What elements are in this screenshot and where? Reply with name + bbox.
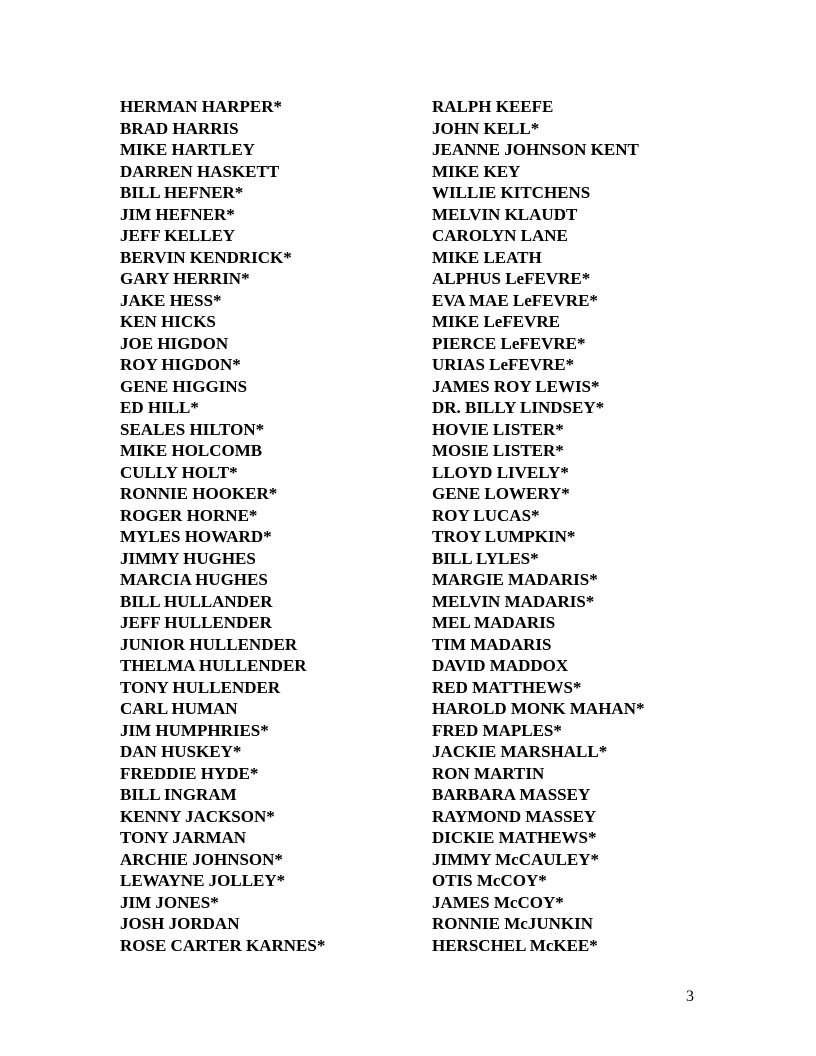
name-entry: MIKE HOLCOMB xyxy=(120,441,263,460)
name-entry: RONNIE McJUNKIN xyxy=(432,914,594,933)
name-entry: KEN HICKS xyxy=(120,312,216,331)
name-entry: BILL LYLES* xyxy=(432,548,539,568)
name-entry: SEALES HILTON* xyxy=(120,419,265,439)
name-entry: JAMES ROY LEWIS* xyxy=(432,376,600,396)
name-entry: FRED MAPLES* xyxy=(432,720,562,740)
name-entry: HERMAN HARPER* xyxy=(120,97,282,116)
name-entry: BILL HULLANDER xyxy=(120,591,273,611)
name-entry: CARL HUMAN xyxy=(120,699,238,718)
name-list-right-column xyxy=(432,96,644,956)
name-entry: TIM MADARIS xyxy=(432,634,552,654)
name-entry: KENNY JACKSON* xyxy=(120,806,275,826)
name-entry: CAROLYN LANE xyxy=(432,226,568,245)
name-entry: LLOYD LIVELY* xyxy=(432,462,569,482)
name-entry: DARREN HASKETT xyxy=(120,161,280,181)
name-entry: ARCHIE JOHNSON* xyxy=(120,849,283,869)
name-entry: CULLY HOLT* xyxy=(120,462,238,482)
name-entry: JOSH JORDAN xyxy=(120,914,240,933)
name-entry: PIERCE LeFEVRE* xyxy=(432,333,586,353)
name-entry: MIKE KEY xyxy=(432,161,521,181)
name-entry: JIMMY McCAULEY* xyxy=(432,849,599,869)
name-list-left-column xyxy=(120,96,325,956)
name-entry: LEWAYNE JOLLEY* xyxy=(120,871,286,890)
name-entry: MIKE LEATH xyxy=(432,247,542,267)
name-entry: ROY HIGDON* xyxy=(120,355,241,374)
name-entry: JAMES McCOY* xyxy=(432,892,564,912)
name-entry: JOE HIGDON xyxy=(120,333,229,353)
name-entry: ED HILL* xyxy=(120,398,199,417)
name-entry: JACKIE MARSHALL* xyxy=(432,742,608,761)
name-entry: RALPH KEEFE xyxy=(432,97,554,116)
name-entry: MIKE LeFEVRE xyxy=(432,312,560,331)
name-entry: DAVID MADDOX xyxy=(432,656,569,675)
page-number: 3 xyxy=(686,988,694,1005)
name-entry: HAROLD MONK MAHAN* xyxy=(432,699,645,718)
name-entry: BERVIN KENDRICK* xyxy=(120,247,292,267)
name-entry: DICKIE MATHEWS* xyxy=(432,828,597,847)
name-entry: GENE HIGGINS xyxy=(120,376,248,396)
name-entry: DR. BILLY LINDSEY* xyxy=(432,398,605,417)
name-entry: TONY JARMAN xyxy=(120,828,247,847)
name-entry: ROSE CARTER KARNES* xyxy=(120,935,326,955)
name-entry: ROY LUCAS* xyxy=(432,505,540,525)
name-entry: JOHN KELL* xyxy=(432,118,540,138)
name-entry: JEFF HULLENDER xyxy=(120,613,272,632)
name-entry: JUNIOR HULLENDER xyxy=(120,634,298,654)
name-entry: JIM HUMPHRIES* xyxy=(120,720,269,740)
name-entry: MARGIE MADARIS* xyxy=(432,570,598,589)
name-entry: JEFF KELLEY xyxy=(120,226,236,245)
name-entry: ALPHUS LeFEVRE* xyxy=(432,269,591,288)
name-entry: MEL MADARIS xyxy=(432,613,556,632)
name-entry: RAYMOND MASSEY xyxy=(432,806,597,826)
name-entry: JIM JONES* xyxy=(120,892,219,912)
name-entry: MARCIA HUGHES xyxy=(120,570,268,589)
name-entry: ROGER HORNE* xyxy=(120,505,258,525)
name-entry: BRAD HARRIS xyxy=(120,118,239,138)
name-entry: GENE LOWERY* xyxy=(432,484,570,503)
name-entry: RED MATTHEWS* xyxy=(432,677,582,697)
name-entry: EVA MAE LeFEVRE* xyxy=(432,290,598,310)
name-entry: TONY HULLENDER xyxy=(120,677,281,697)
name-entry: BILL INGRAM xyxy=(120,785,237,804)
name-entry: URIAS LeFEVRE* xyxy=(432,355,575,374)
name-entry: MYLES HOWARD* xyxy=(120,527,272,546)
name-entry: OTIS McCOY* xyxy=(432,871,547,890)
name-entry: RONNIE HOOKER* xyxy=(120,484,278,503)
name-entry: JEANNE JOHNSON KENT xyxy=(432,140,639,159)
name-entry: BILL HEFNER* xyxy=(120,183,244,202)
name-entry: BARBARA MASSEY xyxy=(432,785,591,804)
name-entry: JAKE HESS* xyxy=(120,290,222,310)
name-entry: FREDDIE HYDE* xyxy=(120,763,259,783)
name-entry: MELVIN KLAUDT xyxy=(432,204,578,224)
name-entry: JIM HEFNER* xyxy=(120,204,235,224)
name-entry: THELMA HULLENDER xyxy=(120,656,307,675)
name-entry: DAN HUSKEY* xyxy=(120,742,242,761)
name-entry: WILLIE KITCHENS xyxy=(432,183,591,202)
name-entry: HERSCHEL McKEE* xyxy=(432,935,598,955)
name-entry: JIMMY HUGHES xyxy=(120,548,256,568)
name-entry: MOSIE LISTER* xyxy=(432,441,564,460)
name-entry: GARY HERRIN* xyxy=(120,269,250,288)
name-entry: HOVIE LISTER* xyxy=(432,419,564,439)
name-entry: MIKE HARTLEY xyxy=(120,140,255,159)
name-entry: RON MARTIN xyxy=(432,763,545,783)
name-entry: MELVIN MADARIS* xyxy=(432,591,595,611)
name-entry: TROY LUMPKIN* xyxy=(432,527,576,546)
